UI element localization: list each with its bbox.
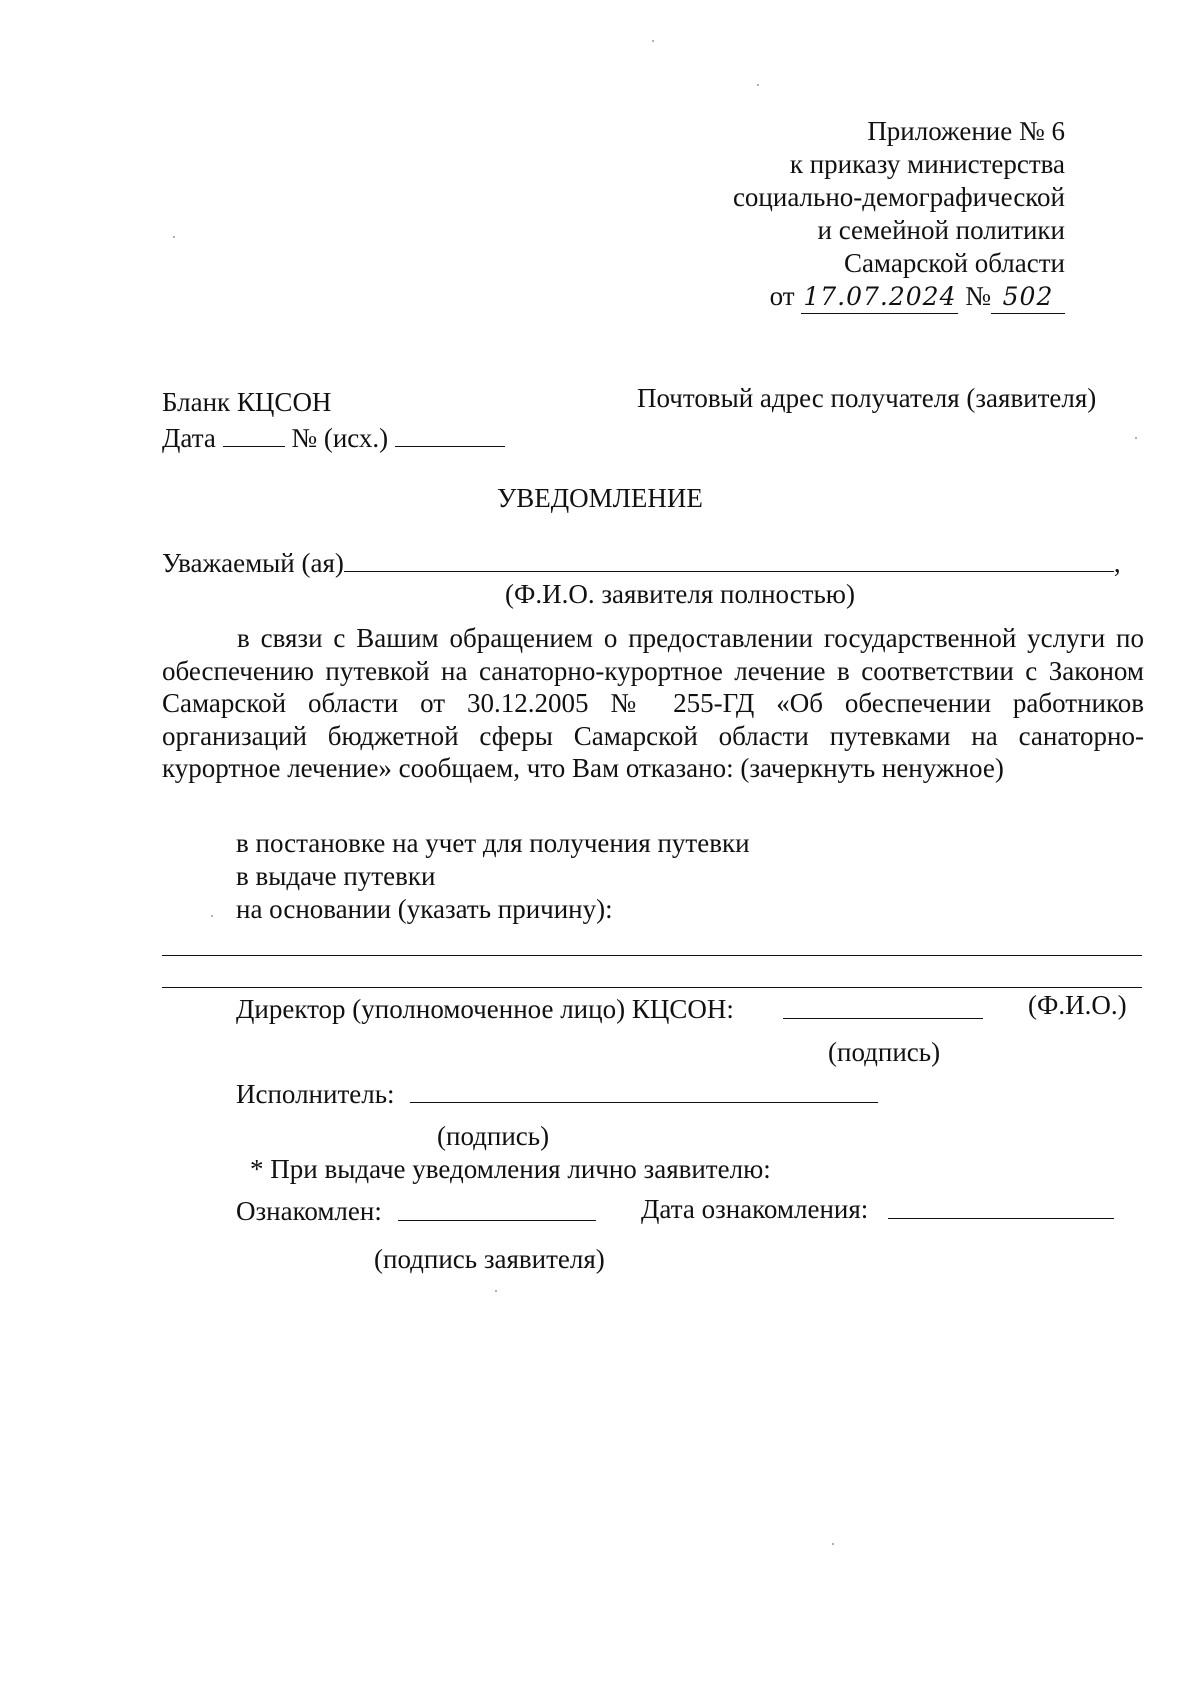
appendix-order-line: к приказу министерства	[789, 149, 1065, 179]
scan-speck	[652, 40, 654, 42]
appendix-ministry-line: социально-демографической	[732, 182, 1065, 212]
appendix-date-number-line	[733, 280, 1065, 314]
reason-line-2	[162, 987, 1142, 988]
scan-speck	[1135, 437, 1137, 439]
appendix-policy-line: и семейной политики	[817, 215, 1065, 245]
appendix-block	[733, 115, 1065, 314]
personal-delivery-note: * При выдаче уведомления лично заявителю:	[250, 1154, 771, 1184]
executor-signature-line	[410, 1101, 878, 1103]
postal-address-label: Почтовый адрес получателя (заявителя)	[637, 383, 1097, 413]
greeting-line	[162, 547, 1121, 579]
director-signature-caption: (подпись)	[828, 1037, 941, 1067]
acquainted-signature-line	[398, 1219, 596, 1221]
scan-speck	[757, 84, 759, 86]
document-title: УВЕДОМЛЕНИЕ	[497, 483, 703, 513]
outgoing-number-label: № (исх.)	[291, 423, 389, 453]
executor-label: Исполнитель:	[236, 1079, 395, 1109]
greeting-label: Уважаемый (ая)	[162, 548, 344, 578]
handwritten-number: 502	[991, 280, 1065, 314]
notice-paragraph: в связи с Вашим обращением о предоставлении государственной услуги по обеспечению путевкой на санаторно-курортное лечение в соответствии с Законом Самарской области от 30.12.2005 № 255-ГД «Об обеспечении работников организаций бюджетной сферы Самарской области путевками на санаторно-курортное лечение» сообщаем, что Вам отказано: (зачеркнуть ненужное)	[162, 623, 1144, 783]
from-label: от	[769, 281, 795, 311]
number-label: №	[965, 281, 991, 311]
applicant-name-blank-line	[344, 570, 1114, 572]
reason-line-1	[162, 955, 1142, 956]
director-label: Директор (уполномоченное лицо) КЦСОН:	[236, 994, 734, 1024]
acquainted-label: Ознакомлен:	[236, 1196, 382, 1226]
handwritten-date: 17.07.2024	[801, 280, 958, 314]
director-signature-line	[783, 1017, 983, 1019]
applicant-name-caption: (Ф.И.О. заявителя полностью)	[505, 579, 855, 609]
scan-speck	[173, 236, 175, 238]
appendix-region-line: Самарской области	[843, 248, 1065, 278]
outgoing-number-blank-line	[395, 445, 505, 447]
date-label: Дата	[162, 423, 216, 453]
blank-label: Бланк КЦСОН	[162, 387, 332, 417]
applicant-signature-caption: (подпись заявителя)	[374, 1244, 605, 1274]
scan-speck	[832, 1543, 834, 1545]
date-outgoing-line	[162, 422, 505, 454]
appendix-number: Приложение № 6	[867, 116, 1065, 146]
date-blank-line	[223, 445, 285, 447]
scan-speck	[211, 915, 213, 917]
greeting-comma: ,	[1113, 548, 1121, 578]
director-fio: (Ф.И.О.)	[1028, 990, 1127, 1020]
reason-label: на основании (указать причину):	[236, 894, 613, 924]
scan-speck	[495, 1290, 497, 1292]
refusal-option-issuance: в выдаче путевки	[236, 861, 436, 891]
executor-signature-caption: (подпись)	[437, 1121, 550, 1151]
acquaint-date-label: Дата ознакомления:	[641, 1194, 869, 1224]
acquaint-date-line	[888, 1217, 1114, 1219]
refusal-option-registration: в постановке на учет для получения путевки	[236, 828, 750, 858]
